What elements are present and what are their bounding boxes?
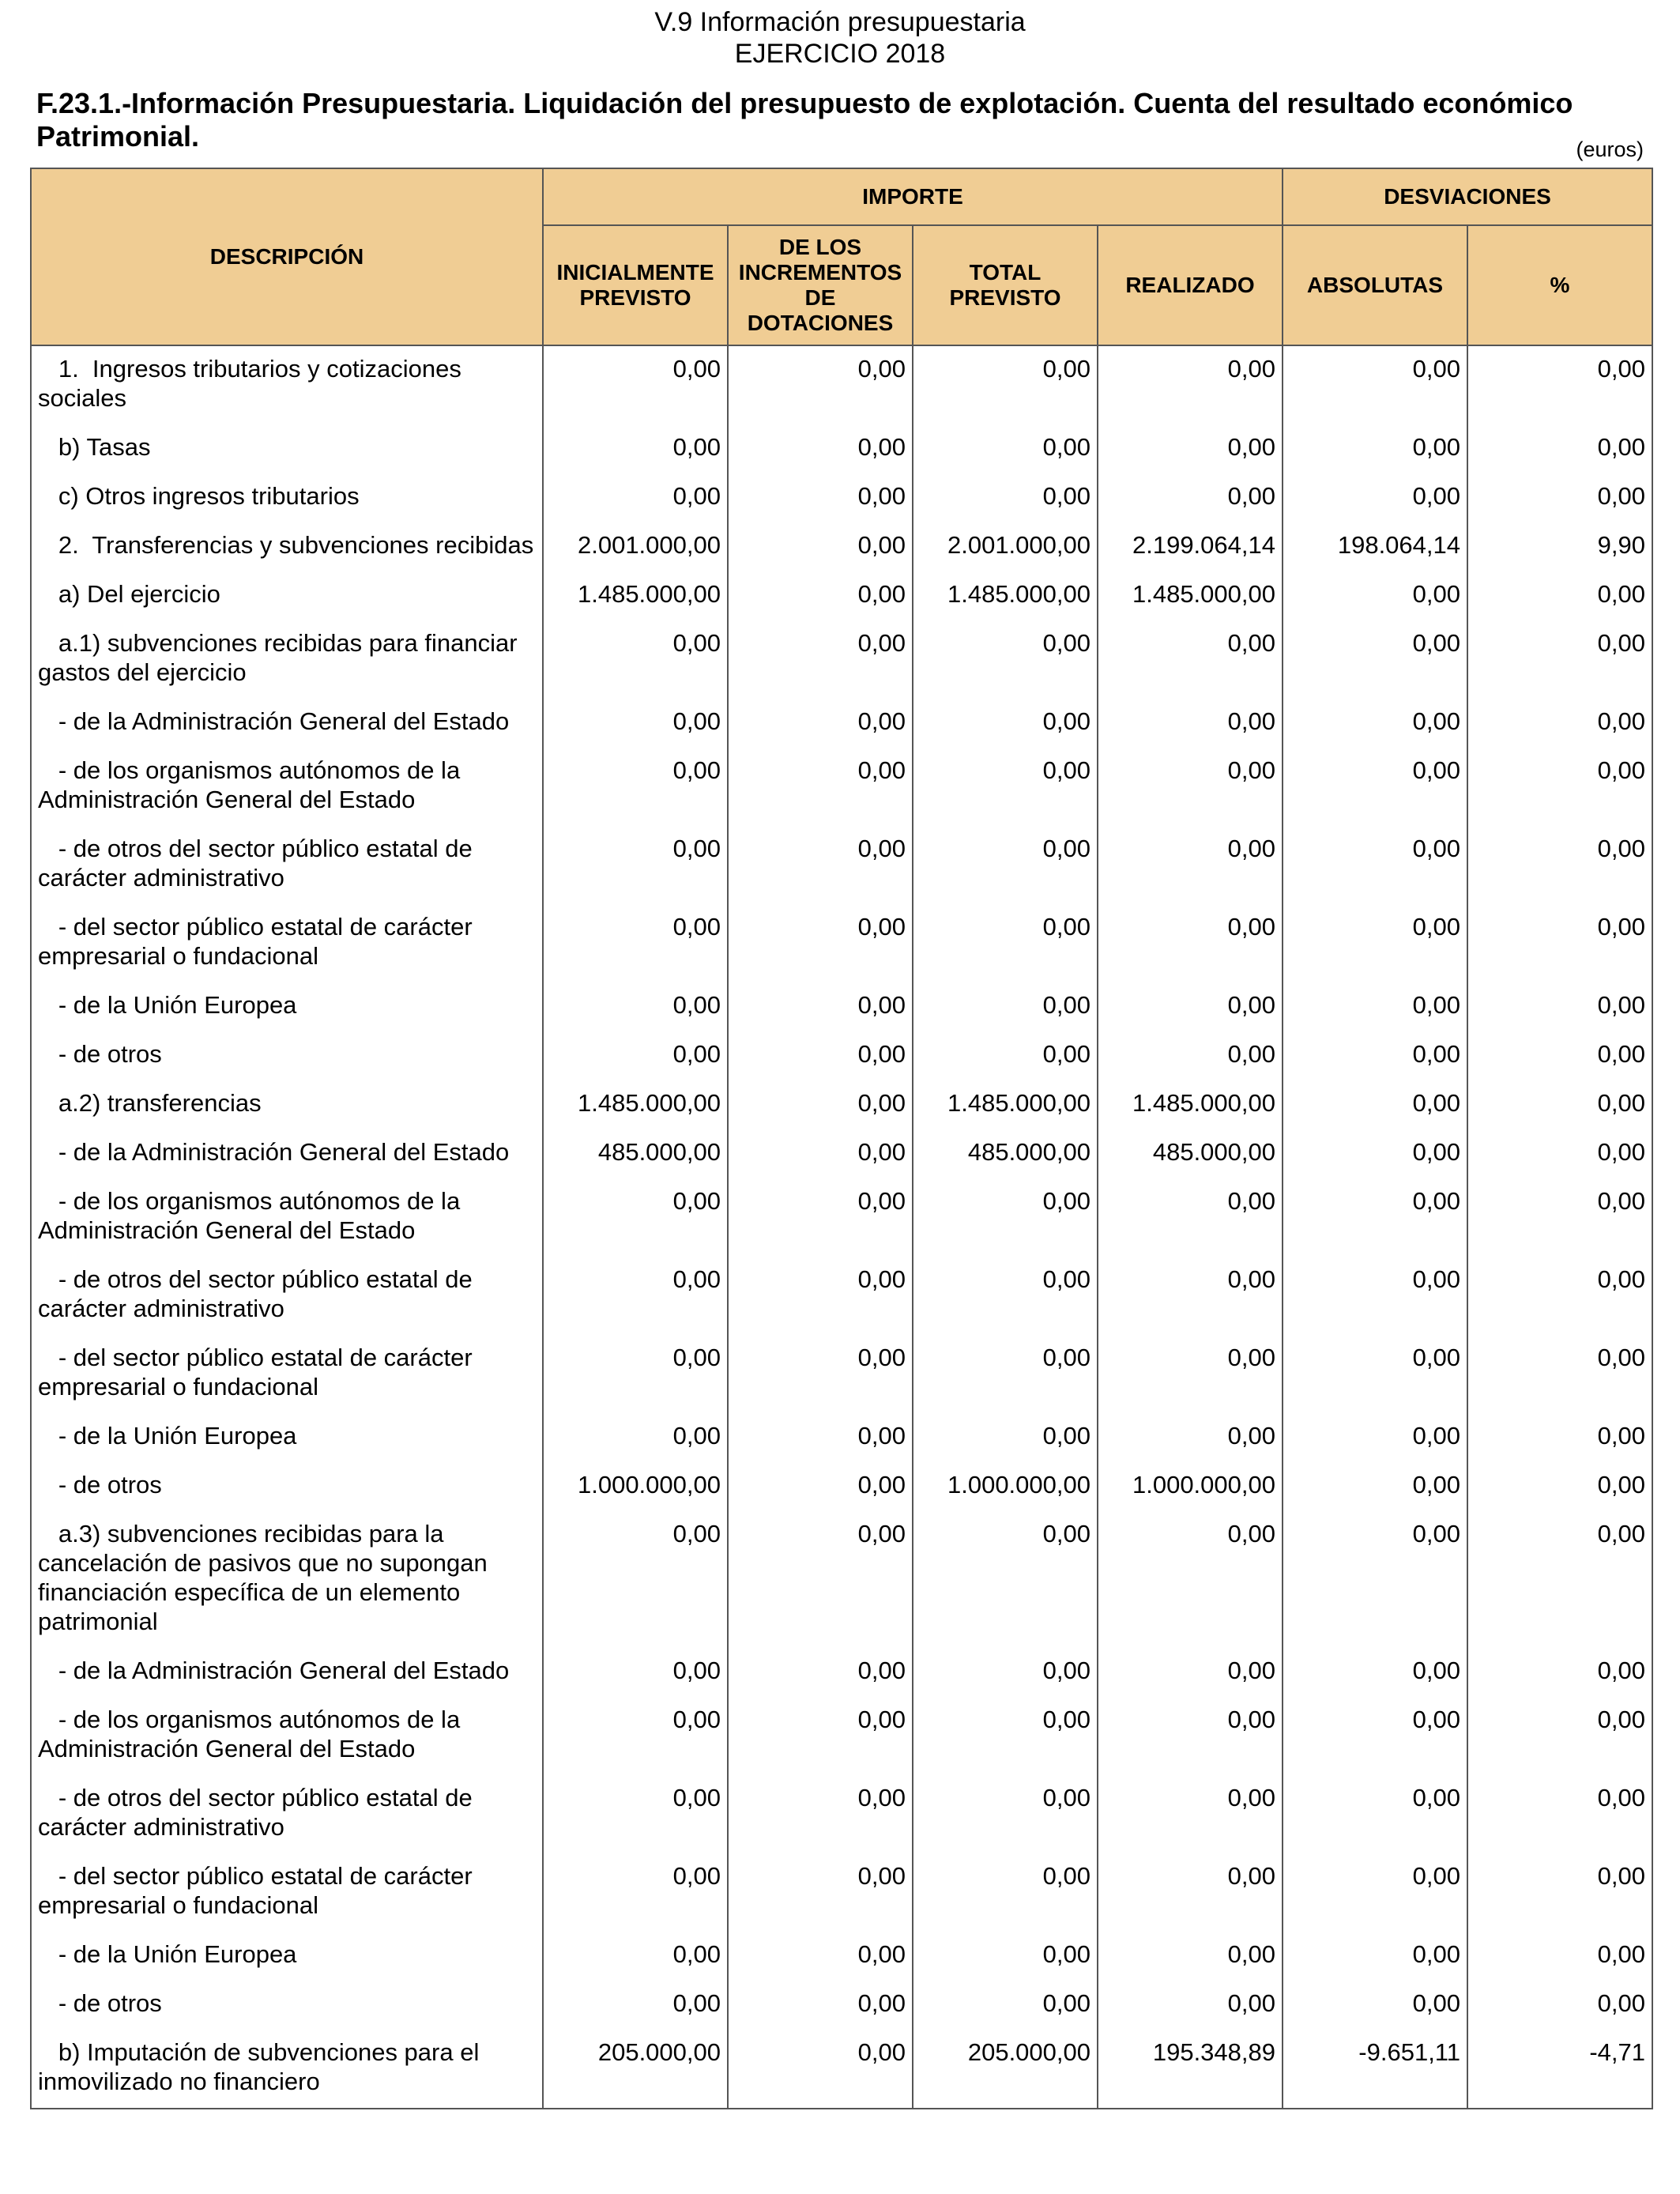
cell-realizado: 0,00 — [1098, 1981, 1283, 2030]
cell-total-previsto: 0,00 — [913, 345, 1098, 424]
cell-incrementos: 0,00 — [728, 1775, 913, 1853]
cell-desviacion-absoluta: 0,00 — [1283, 1031, 1467, 1080]
cell-incrementos: 0,00 — [728, 1853, 913, 1932]
cell-incrementos: 0,00 — [728, 473, 913, 522]
cell-desviacion-absoluta: 0,00 — [1283, 1257, 1467, 1335]
cell-incrementos: 0,00 — [728, 1462, 913, 1511]
table-row — [31, 699, 1652, 748]
table-row — [31, 2030, 1652, 2109]
row-description: - de otros del sector público estatal de carácter administrativo — [31, 1775, 543, 1853]
cell-desviacion-porcentaje: 9,90 — [1467, 522, 1652, 571]
table-row — [31, 1462, 1652, 1511]
cell-realizado: 0,00 — [1098, 1697, 1283, 1775]
cell-inicialmente-previsto: 0,00 — [543, 1031, 728, 1080]
cell-desviacion-porcentaje: 0,00 — [1467, 1178, 1652, 1257]
cell-inicialmente-previsto: 1.485.000,00 — [543, 1080, 728, 1129]
table-row — [31, 1853, 1652, 1932]
cell-desviacion-absoluta: 0,00 — [1283, 826, 1467, 904]
row-description: - de la Administración General del Estado — [31, 699, 543, 748]
row-description: 2. Transferencias y subvenciones recibidas — [31, 522, 543, 571]
cell-desviacion-absoluta: 0,00 — [1283, 1932, 1467, 1981]
row-description: - de la Unión Europea — [31, 982, 543, 1031]
cell-incrementos: 0,00 — [728, 699, 913, 748]
cell-total-previsto: 0,00 — [913, 1648, 1098, 1697]
row-description: - de los organismos autónomos de la Administración General del Estado — [31, 748, 543, 826]
table-row — [31, 473, 1652, 522]
cell-desviacion-absoluta: 0,00 — [1283, 1697, 1467, 1775]
row-description: b) Tasas — [31, 424, 543, 473]
col-header-absolutas: ABSOLUTAS — [1283, 225, 1467, 345]
cell-incrementos: 0,00 — [728, 424, 913, 473]
cell-desviacion-absoluta: 0,00 — [1283, 1462, 1467, 1511]
table-row — [31, 1178, 1652, 1257]
cell-total-previsto: 0,00 — [913, 748, 1098, 826]
row-description: - de otros del sector público estatal de carácter administrativo — [31, 1257, 543, 1335]
cell-total-previsto: 0,00 — [913, 1853, 1098, 1932]
cell-desviacion-porcentaje: 0,00 — [1467, 620, 1652, 699]
page-header — [0, 6, 1680, 70]
table-row — [31, 1080, 1652, 1129]
cell-desviacion-porcentaje: 0,00 — [1467, 699, 1652, 748]
cell-incrementos: 0,00 — [728, 345, 913, 424]
table-row — [31, 748, 1652, 826]
cell-inicialmente-previsto: 1.485.000,00 — [543, 571, 728, 620]
cell-realizado: 0,00 — [1098, 699, 1283, 748]
cell-desviacion-absoluta: 0,00 — [1283, 904, 1467, 982]
cell-realizado: 0,00 — [1098, 1178, 1283, 1257]
cell-incrementos: 0,00 — [728, 620, 913, 699]
cell-inicialmente-previsto: 0,00 — [543, 982, 728, 1031]
cell-desviacion-absoluta: 0,00 — [1283, 424, 1467, 473]
cell-incrementos: 0,00 — [728, 1932, 913, 1981]
cell-realizado: 2.199.064,14 — [1098, 522, 1283, 571]
cell-incrementos: 0,00 — [728, 1413, 913, 1462]
cell-realizado: 0,00 — [1098, 982, 1283, 1031]
cell-desviacion-porcentaje: 0,00 — [1467, 424, 1652, 473]
cell-incrementos: 0,00 — [728, 1129, 913, 1178]
row-description: - del sector público estatal de carácter empresarial o fundacional — [31, 1335, 543, 1413]
cell-total-previsto: 1.485.000,00 — [913, 571, 1098, 620]
cell-inicialmente-previsto: 0,00 — [543, 699, 728, 748]
cell-total-previsto: 0,00 — [913, 1178, 1098, 1257]
cell-desviacion-absoluta: 0,00 — [1283, 620, 1467, 699]
table-row — [31, 982, 1652, 1031]
row-description: a.2) transferencias — [31, 1080, 543, 1129]
col-header-porcentaje: % — [1467, 225, 1652, 345]
cell-desviacion-absoluta: -9.651,11 — [1283, 2030, 1467, 2109]
table-header — [31, 168, 1652, 345]
budget-table — [30, 168, 1653, 2109]
cell-realizado: 0,00 — [1098, 748, 1283, 826]
cell-desviacion-porcentaje: 0,00 — [1467, 473, 1652, 522]
cell-realizado: 1.485.000,00 — [1098, 1080, 1283, 1129]
fiscal-year-heading: EJERCICIO 2018 — [734, 39, 946, 69]
row-description: - del sector público estatal de carácter empresarial o fundacional — [31, 904, 543, 982]
cell-total-previsto: 205.000,00 — [913, 2030, 1098, 2109]
cell-incrementos: 0,00 — [728, 1257, 913, 1335]
cell-incrementos: 0,00 — [728, 522, 913, 571]
cell-inicialmente-previsto: 0,00 — [543, 1257, 728, 1335]
cell-inicialmente-previsto: 205.000,00 — [543, 2030, 728, 2109]
cell-desviacion-porcentaje: 0,00 — [1467, 1511, 1652, 1648]
row-description: 1. Ingresos tributarios y cotizaciones sociales — [31, 345, 543, 424]
cell-desviacion-absoluta: 0,00 — [1283, 1080, 1467, 1129]
col-group-desviaciones: DESVIACIONES — [1283, 168, 1652, 225]
cell-incrementos: 0,00 — [728, 748, 913, 826]
cell-inicialmente-previsto: 0,00 — [543, 1932, 728, 1981]
cell-realizado: 0,00 — [1098, 1932, 1283, 1981]
cell-total-previsto: 0,00 — [913, 1932, 1098, 1981]
cell-inicialmente-previsto: 0,00 — [543, 424, 728, 473]
table-row — [31, 522, 1652, 571]
cell-realizado: 0,00 — [1098, 473, 1283, 522]
row-description: - de otros — [31, 1462, 543, 1511]
cell-desviacion-porcentaje: 0,00 — [1467, 1129, 1652, 1178]
cell-total-previsto: 485.000,00 — [913, 1129, 1098, 1178]
cell-desviacion-porcentaje: 0,00 — [1467, 1257, 1652, 1335]
cell-desviacion-absoluta: 0,00 — [1283, 748, 1467, 826]
document-title: F.23.1.-Información Presupuestaria. Liquidación del presupuesto de explotación. Cuenta del resultado económico Patrimonial. — [36, 87, 1573, 153]
cell-inicialmente-previsto: 0,00 — [543, 1981, 728, 2030]
col-header-descripcion: DESCRIPCIÓN — [31, 168, 543, 345]
cell-inicialmente-previsto: 2.001.000,00 — [543, 522, 728, 571]
cell-desviacion-absoluta: 0,00 — [1283, 699, 1467, 748]
row-description: - de otros del sector público estatal de carácter administrativo — [31, 826, 543, 904]
cell-inicialmente-previsto: 0,00 — [543, 904, 728, 982]
cell-total-previsto: 1.000.000,00 — [913, 1462, 1098, 1511]
cell-incrementos: 0,00 — [728, 1080, 913, 1129]
cell-inicialmente-previsto: 0,00 — [543, 1775, 728, 1853]
cell-desviacion-absoluta: 0,00 — [1283, 1129, 1467, 1178]
cell-desviacion-porcentaje: 0,00 — [1467, 1031, 1652, 1080]
cell-incrementos: 0,00 — [728, 1031, 913, 1080]
row-description: - del sector público estatal de carácter empresarial o fundacional — [31, 1853, 543, 1932]
cell-total-previsto: 0,00 — [913, 1511, 1098, 1648]
cell-incrementos: 0,00 — [728, 904, 913, 982]
row-description: - de los organismos autónomos de la Administración General del Estado — [31, 1697, 543, 1775]
cell-incrementos: 0,00 — [728, 1648, 913, 1697]
cell-realizado: 0,00 — [1098, 1031, 1283, 1080]
cell-realizado: 485.000,00 — [1098, 1129, 1283, 1178]
table-row — [31, 1511, 1652, 1648]
cell-desviacion-porcentaje: 0,00 — [1467, 748, 1652, 826]
cell-total-previsto: 0,00 — [913, 1335, 1098, 1413]
cell-inicialmente-previsto: 0,00 — [543, 345, 728, 424]
cell-total-previsto: 1.485.000,00 — [913, 1080, 1098, 1129]
cell-desviacion-porcentaje: 0,00 — [1467, 1462, 1652, 1511]
row-description: - de la Unión Europea — [31, 1413, 543, 1462]
row-description: - de otros — [31, 1031, 543, 1080]
cell-realizado: 0,00 — [1098, 620, 1283, 699]
cell-incrementos: 0,00 — [728, 2030, 913, 2109]
table-row — [31, 1129, 1652, 1178]
cell-inicialmente-previsto: 0,00 — [543, 620, 728, 699]
units-label: (euros) — [1576, 138, 1644, 161]
cell-desviacion-absoluta: 0,00 — [1283, 1413, 1467, 1462]
cell-realizado: 1.000.000,00 — [1098, 1462, 1283, 1511]
cell-total-previsto: 0,00 — [913, 1031, 1098, 1080]
cell-desviacion-absoluta: 0,00 — [1283, 1775, 1467, 1853]
cell-incrementos: 0,00 — [728, 982, 913, 1031]
cell-total-previsto: 0,00 — [913, 1981, 1098, 2030]
cell-desviacion-absoluta: 198.064,14 — [1283, 522, 1467, 571]
cell-total-previsto: 0,00 — [913, 1413, 1098, 1462]
cell-desviacion-absoluta: 0,00 — [1283, 1981, 1467, 2030]
col-header-total-previsto: TOTAL PREVISTO — [913, 225, 1098, 345]
cell-total-previsto: 2.001.000,00 — [913, 522, 1098, 571]
cell-desviacion-porcentaje: 0,00 — [1467, 1648, 1652, 1697]
row-description: a.3) subvenciones recibidas para la cancelación de pasivos que no supongan financiación específica de un elemento patrimonial — [31, 1511, 543, 1648]
table-row — [31, 1775, 1652, 1853]
cell-desviacion-porcentaje: 0,00 — [1467, 571, 1652, 620]
cell-total-previsto: 0,00 — [913, 1775, 1098, 1853]
cell-inicialmente-previsto: 0,00 — [543, 473, 728, 522]
table-row — [31, 1257, 1652, 1335]
table-row — [31, 1981, 1652, 2030]
cell-realizado: 0,00 — [1098, 826, 1283, 904]
row-description: a.1) subvenciones recibidas para financiar gastos del ejercicio — [31, 620, 543, 699]
cell-desviacion-porcentaje: 0,00 — [1467, 1853, 1652, 1932]
row-description: a) Del ejercicio — [31, 571, 543, 620]
row-description: - de otros — [31, 1981, 543, 2030]
cell-incrementos: 0,00 — [728, 1335, 913, 1413]
cell-realizado: 0,00 — [1098, 1775, 1283, 1853]
cell-incrementos: 0,00 — [728, 1697, 913, 1775]
cell-total-previsto: 0,00 — [913, 424, 1098, 473]
table-row — [31, 826, 1652, 904]
col-header-realizado: REALIZADO — [1098, 225, 1283, 345]
table-row — [31, 571, 1652, 620]
cell-desviacion-absoluta: 0,00 — [1283, 1178, 1467, 1257]
cell-desviacion-absoluta: 0,00 — [1283, 571, 1467, 620]
cell-desviacion-absoluta: 0,00 — [1283, 982, 1467, 1031]
section-heading: V.9 Información presupuestaria — [654, 7, 1026, 37]
table-body — [31, 345, 1652, 2109]
table-row — [31, 904, 1652, 982]
cell-desviacion-porcentaje: 0,00 — [1467, 1775, 1652, 1853]
cell-desviacion-porcentaje: 0,00 — [1467, 1697, 1652, 1775]
row-description: - de la Administración General del Estado — [31, 1648, 543, 1697]
cell-desviacion-porcentaje: 0,00 — [1467, 1080, 1652, 1129]
table-row — [31, 620, 1652, 699]
col-group-importe: IMPORTE — [543, 168, 1283, 225]
cell-desviacion-porcentaje: 0,00 — [1467, 345, 1652, 424]
cell-realizado: 1.485.000,00 — [1098, 571, 1283, 620]
cell-realizado: 0,00 — [1098, 1413, 1283, 1462]
table-row — [31, 1413, 1652, 1462]
cell-inicialmente-previsto: 0,00 — [543, 826, 728, 904]
cell-desviacion-absoluta: 0,00 — [1283, 473, 1467, 522]
cell-total-previsto: 0,00 — [913, 473, 1098, 522]
cell-desviacion-porcentaje: 0,00 — [1467, 982, 1652, 1031]
cell-incrementos: 0,00 — [728, 1511, 913, 1648]
row-description: - de la Unión Europea — [31, 1932, 543, 1981]
cell-realizado: 195.348,89 — [1098, 2030, 1283, 2109]
cell-desviacion-porcentaje: 0,00 — [1467, 904, 1652, 982]
cell-inicialmente-previsto: 1.000.000,00 — [543, 1462, 728, 1511]
cell-total-previsto: 0,00 — [913, 982, 1098, 1031]
cell-incrementos: 0,00 — [728, 571, 913, 620]
row-description: b) Imputación de subvenciones para el inmovilizado no financiero — [31, 2030, 543, 2109]
cell-desviacion-porcentaje: 0,00 — [1467, 1335, 1652, 1413]
cell-desviacion-absoluta: 0,00 — [1283, 1511, 1467, 1648]
cell-inicialmente-previsto: 485.000,00 — [543, 1129, 728, 1178]
cell-incrementos: 0,00 — [728, 1178, 913, 1257]
cell-desviacion-porcentaje: -4,71 — [1467, 2030, 1652, 2109]
cell-desviacion-absoluta: 0,00 — [1283, 1335, 1467, 1413]
table-row — [31, 1697, 1652, 1775]
cell-inicialmente-previsto: 0,00 — [543, 1335, 728, 1413]
row-description: - de los organismos autónomos de la Administración General del Estado — [31, 1178, 543, 1257]
cell-total-previsto: 0,00 — [913, 904, 1098, 982]
table-row — [31, 1932, 1652, 1981]
row-description: c) Otros ingresos tributarios — [31, 473, 543, 522]
table-row — [31, 1335, 1652, 1413]
cell-realizado: 0,00 — [1098, 1853, 1283, 1932]
cell-total-previsto: 0,00 — [913, 620, 1098, 699]
cell-desviacion-absoluta: 0,00 — [1283, 1648, 1467, 1697]
col-header-inicialmente-previsto: INICIALMENTE PREVISTO — [543, 225, 728, 345]
cell-incrementos: 0,00 — [728, 826, 913, 904]
cell-total-previsto: 0,00 — [913, 826, 1098, 904]
cell-incrementos: 0,00 — [728, 1981, 913, 2030]
table-row — [31, 345, 1652, 424]
cell-inicialmente-previsto: 0,00 — [543, 1511, 728, 1648]
cell-inicialmente-previsto: 0,00 — [543, 1853, 728, 1932]
cell-total-previsto: 0,00 — [913, 699, 1098, 748]
cell-inicialmente-previsto: 0,00 — [543, 1413, 728, 1462]
table-row — [31, 1648, 1652, 1697]
cell-realizado: 0,00 — [1098, 424, 1283, 473]
cell-desviacion-porcentaje: 0,00 — [1467, 1413, 1652, 1462]
cell-realizado: 0,00 — [1098, 1335, 1283, 1413]
cell-desviacion-porcentaje: 0,00 — [1467, 1981, 1652, 2030]
cell-desviacion-porcentaje: 0,00 — [1467, 826, 1652, 904]
row-description: - de la Administración General del Estado — [31, 1129, 543, 1178]
col-header-incrementos: DE LOS INCREMENTOS DE DOTACIONES — [728, 225, 913, 345]
table-row — [31, 424, 1652, 473]
cell-inicialmente-previsto: 0,00 — [543, 1648, 728, 1697]
cell-inicialmente-previsto: 0,00 — [543, 1178, 728, 1257]
cell-desviacion-absoluta: 0,00 — [1283, 1853, 1467, 1932]
cell-desviacion-absoluta: 0,00 — [1283, 345, 1467, 424]
cell-realizado: 0,00 — [1098, 1648, 1283, 1697]
cell-inicialmente-previsto: 0,00 — [543, 1697, 728, 1775]
cell-realizado: 0,00 — [1098, 1257, 1283, 1335]
cell-realizado: 0,00 — [1098, 1511, 1283, 1648]
cell-realizado: 0,00 — [1098, 904, 1283, 982]
cell-total-previsto: 0,00 — [913, 1697, 1098, 1775]
table-row — [31, 1031, 1652, 1080]
cell-total-previsto: 0,00 — [913, 1257, 1098, 1335]
cell-inicialmente-previsto: 0,00 — [543, 748, 728, 826]
cell-realizado: 0,00 — [1098, 345, 1283, 424]
cell-desviacion-porcentaje: 0,00 — [1467, 1932, 1652, 1981]
